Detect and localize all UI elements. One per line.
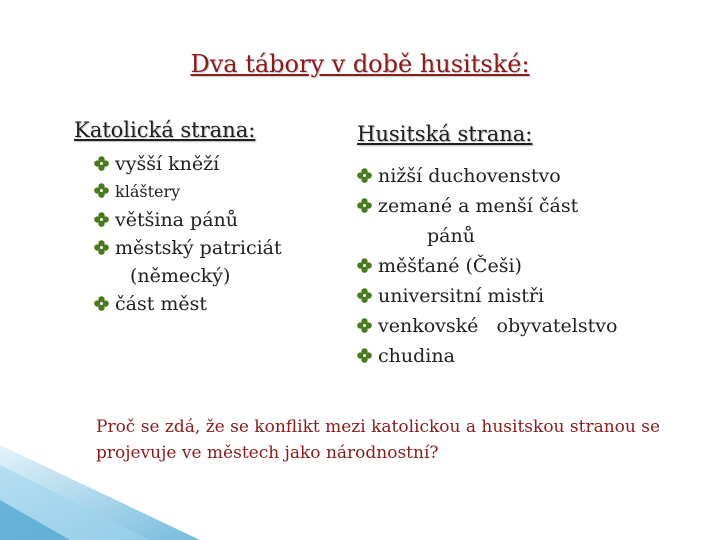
diamond-clover-bullet-icon: [357, 312, 372, 327]
diamond-clover-bullet-icon: [357, 342, 372, 357]
list-item: venkovské obyvatelstvo: [357, 311, 617, 341]
diamond-clover-bullet-icon: [94, 151, 109, 166]
list-item-continuation: pánů: [427, 225, 475, 247]
list-item: vyšší kněží: [94, 150, 282, 178]
list-item: městský patriciát: [94, 234, 282, 262]
diamond-clover-bullet-icon: [94, 179, 109, 194]
diamond-clover-bullet-icon: [94, 207, 109, 222]
list-item: kláštery: [94, 178, 282, 206]
diamond-clover-bullet-icon: [357, 162, 372, 177]
hussite-list: [357, 161, 617, 371]
list-item: nižší duchovenstvo: [357, 161, 617, 191]
discussion-question: Proč se zdá, že se konflikt mezi katolickou a husitskou stranou se projevuje ve městech jako národnostní?: [96, 417, 661, 463]
diamond-clover-bullet-icon: [94, 235, 109, 250]
list-item: universitní mistři: [357, 281, 617, 311]
hussite-heading: Husitská strana:: [357, 122, 533, 146]
list-item: část měst: [94, 290, 282, 318]
catholic-list: [94, 150, 282, 318]
diamond-clover-bullet-icon: [357, 192, 372, 207]
list-item: zemané a menší část: [357, 191, 617, 221]
diamond-clover-bullet-icon: [94, 291, 109, 306]
list-item: chudina: [357, 341, 617, 371]
catholic-heading: Katolická strana:: [74, 118, 256, 142]
list-item: měšťané (Češi): [357, 251, 617, 281]
diamond-clover-bullet-icon: [357, 252, 372, 267]
list-item-continuation: (německý): [130, 265, 231, 287]
list-item: většina pánů: [94, 206, 282, 234]
slide-title: Dva tábory v době husitské:: [190, 50, 530, 78]
diamond-clover-bullet-icon: [357, 282, 372, 297]
